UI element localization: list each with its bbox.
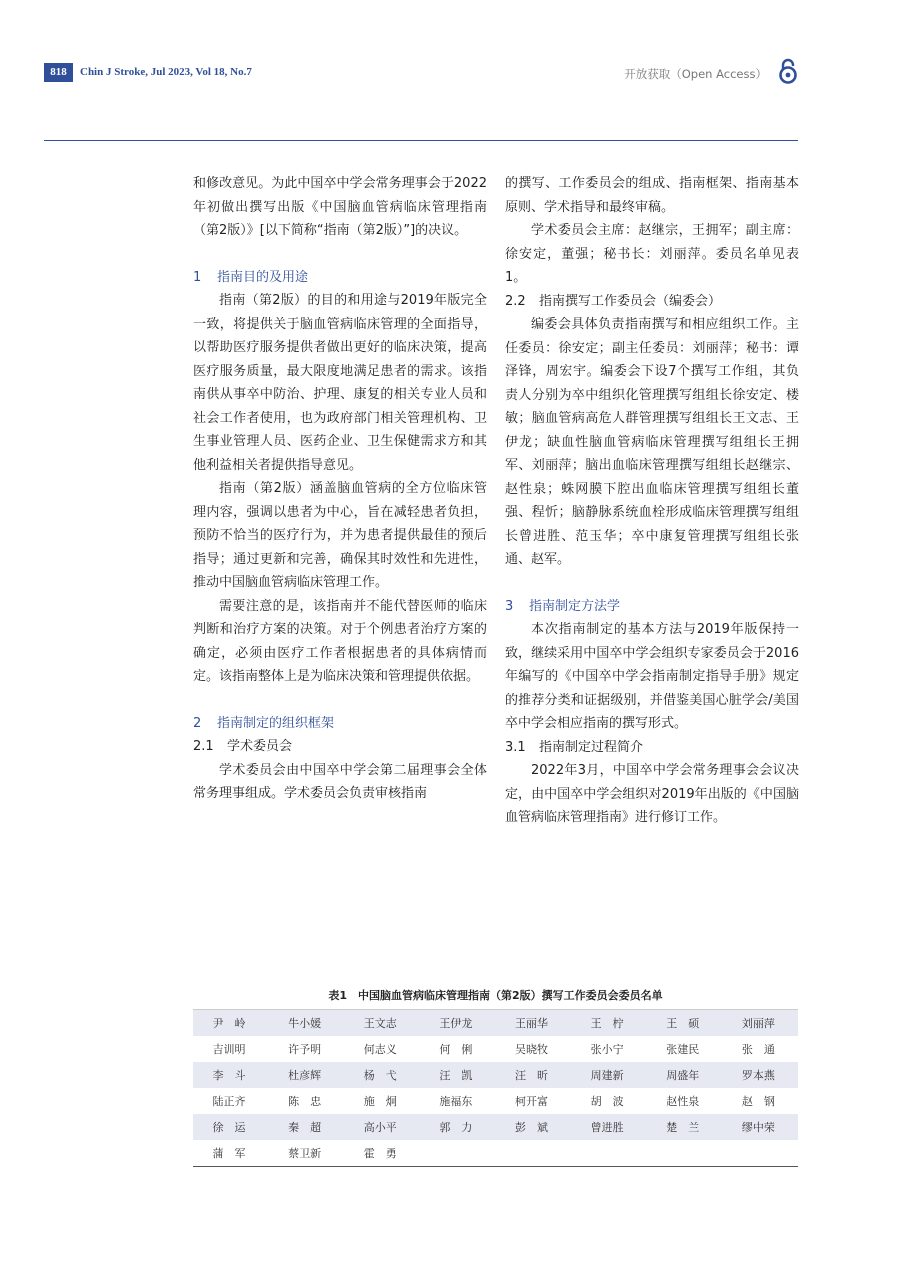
paragraph: 学术委员会主席：赵继宗，王拥军；副主席：徐安定，董强；秘书长：刘丽萍。委员名单见表1。: [505, 223, 799, 285]
table-cell: 牛小媛: [269, 1010, 345, 1037]
member-table: [193, 1009, 798, 1167]
table-cell: 汪 凯: [420, 1062, 496, 1088]
table-cell: 周盛年: [647, 1062, 723, 1088]
table-cell: 吴晓牧: [515, 1043, 548, 1056]
table-cell: 高小平: [344, 1114, 420, 1140]
table-cell: [722, 1140, 798, 1167]
table-caption: 表1 中国脑血管病临床管理指南（第2版）撰写工作委员会委员名单: [328, 989, 663, 1002]
table-cell: 汪 昕: [496, 1062, 572, 1088]
table-cell: 杨 弋: [344, 1062, 420, 1088]
section-2-heading: 2 指南制定的组织框架: [193, 715, 335, 731]
subsection-2-2-heading: 2.2 指南撰写工作委员会（编委会）: [505, 293, 722, 309]
table-cell: 缪中荣: [722, 1114, 798, 1140]
page-header: [0, 0, 905, 142]
table-row: [193, 1062, 798, 1088]
paragraph: 需要注意的是，该指南并不能代替医师的临床判断和治疗方案的决策。对于个例患者治疗方案的确定，必须由医疗工作者根据患者的具体病情而定。该指南整体上是为临床决策和管理提供依据。: [193, 598, 487, 684]
table-cell: 杜彦辉: [269, 1062, 345, 1088]
table-row: [193, 1140, 798, 1167]
table-cell: 施 炯: [363, 1095, 397, 1108]
subsection-2-1-heading: 2.1 学术委员会: [193, 739, 293, 754]
table-cell: 王 硕: [647, 1010, 723, 1037]
table-cell: 蒲 军: [212, 1147, 246, 1160]
table-cell: 施福东: [439, 1095, 473, 1108]
section-1-heading: 1 指南目的及用途: [193, 269, 309, 285]
table-row: [193, 1036, 798, 1062]
table-cell: 陆正齐: [212, 1095, 246, 1108]
paragraph: 本次指南制定的基本方法与2019年版保持一致，继续采用中国卒中学会组织专家委员会于2016年编写的《中国卒中学会指南制定指导手册》规定的推荐分类和证据级别，并借鉴美国心脏学会/美国卒中学会相应指南的撰写形式。: [505, 622, 799, 731]
paragraph: 编委会具体负责指南撰写和相应组织工作。主任委员：徐安定；副主任委员：刘丽萍；秘书：谭泽锋，周宏宇。编委会下设7个撰写工作组，其负责人分别为卒中组织化管理撰写组组长徐安定、楼敏；脑血管病高危人群管理撰写组组长王文志、王伊龙；缺血性脑血管病临床管理撰写组组长王拥军、刘丽萍；脑出血临床管理撰写组组长赵继宗、赵性泉；蛛网膜下腔出血临床管理撰写组组长董强、程忻；脑静脉系统血栓形成临床管理撰写组组长曾进胜、范玉华；卒中康复管理撰写组组长张通、赵军。: [505, 317, 799, 567]
paragraph: 指南（第2版）涵盖脑血管病的全方位临床管理内容，强调以患者为中心，旨在减轻患者负担，预防不恰当的医疗行为，并为患者提供最佳的预后指导；通过更新和完善，确保其时效性和先进性，推动中国脑血管病临床管理工作。: [193, 481, 487, 590]
table-cell: 徐 运: [193, 1114, 269, 1140]
table-row: [193, 1114, 798, 1140]
table-cell: 柯开富: [515, 1095, 548, 1108]
table-cell: 张 通: [741, 1043, 775, 1056]
header-rule: [44, 140, 798, 141]
table-cell: 张建民: [666, 1043, 700, 1056]
table-cell: 吉训明: [212, 1043, 246, 1056]
section-3-heading: 3 指南制定方法学: [505, 598, 621, 614]
table-cell: [647, 1140, 723, 1167]
table-cell: 曾进胜: [571, 1114, 647, 1140]
table-cell: 彭 斌: [496, 1114, 572, 1140]
table-row: [193, 1088, 798, 1114]
table-cell: 楚 兰: [647, 1114, 723, 1140]
table-cell: 赵性泉: [666, 1095, 700, 1108]
intro-paragraph: 和修改意见。为此中国卒中学会常务理事会于2022年初做出撰写出版《中国脑血管病临床管理指南（第2版）》[以下简称“指南（第2版）”]的决议。: [193, 176, 487, 238]
table-cell: 蔡卫新: [288, 1147, 322, 1160]
table-cell: 郭 力: [420, 1114, 496, 1140]
paragraph: 指南（第2版）的目的和用途与2019年版完全一致，将提供关于脑血管病临床管理的全面指导，以帮助医疗服务提供者做出更好的临床决策，提高医疗服务质量，最大限度地满足患者的需求。该指南供从事卒中防治、护理、康复的相关专业人员和社会工作者使用，也为政府部门相关管理机构、卫生事业管理人员、医药企业、卫生保健需求方和其他利益相关者提供指导意见。: [193, 293, 487, 473]
table-cell: 王伊龙: [420, 1010, 496, 1037]
table-cell: 李 斗: [193, 1062, 269, 1088]
table-cell: 王文志: [344, 1010, 420, 1037]
table-cell: [496, 1140, 572, 1167]
subsection-3-1-heading: 3.1 指南制定过程简介: [505, 739, 644, 755]
open-access-lock-icon: [778, 58, 798, 84]
right-column: [505, 172, 799, 830]
table-cell: 何志义: [363, 1043, 397, 1056]
journal-citation: Chin J Stroke, Jul 2023, Vol 18, No.7: [80, 66, 252, 78]
table-cell: 许予明: [288, 1043, 322, 1056]
table-cell: 王 柠: [571, 1010, 647, 1037]
table-cell: 尹 岭: [193, 1010, 269, 1037]
paragraph: 的撰写、工作委员会的组成、指南框架、指南基本原则、学术指导和最终审稿。: [505, 176, 799, 215]
table-cell: 刘丽萍: [722, 1010, 798, 1037]
table-cell: 赵 钢: [741, 1095, 775, 1108]
table-cell: [571, 1140, 647, 1167]
page-number: 818: [44, 63, 73, 82]
table-cell: 周建新: [571, 1062, 647, 1088]
table-cell: 秦 超: [269, 1114, 345, 1140]
table-cell: 何 俐: [439, 1043, 473, 1056]
left-column: [193, 172, 487, 806]
table-cell: 罗本燕: [722, 1062, 798, 1088]
table-cell: [420, 1140, 496, 1167]
paragraph: 学术委员会由中国卒中学会第二届理事会全体常务理事组成。学术委员会负责审核指南: [193, 762, 487, 801]
table-cell: 张小宁: [590, 1043, 624, 1056]
table-cell: 陈 忠: [288, 1095, 322, 1108]
table-cell: 霍 勇: [363, 1147, 397, 1160]
open-access-label: 开放获取（Open Access）: [624, 67, 767, 81]
committee-table: [193, 987, 798, 1167]
table-row: [193, 1010, 798, 1037]
table-cell: 胡 波: [590, 1095, 624, 1108]
paragraph: 2022年3月，中国卒中学会常务理事会会议决定，由中国卒中学会组织对2019年出版的《中国脑血管病临床管理指南》进行修订工作。: [505, 763, 799, 825]
table-cell: 王丽华: [496, 1010, 572, 1037]
